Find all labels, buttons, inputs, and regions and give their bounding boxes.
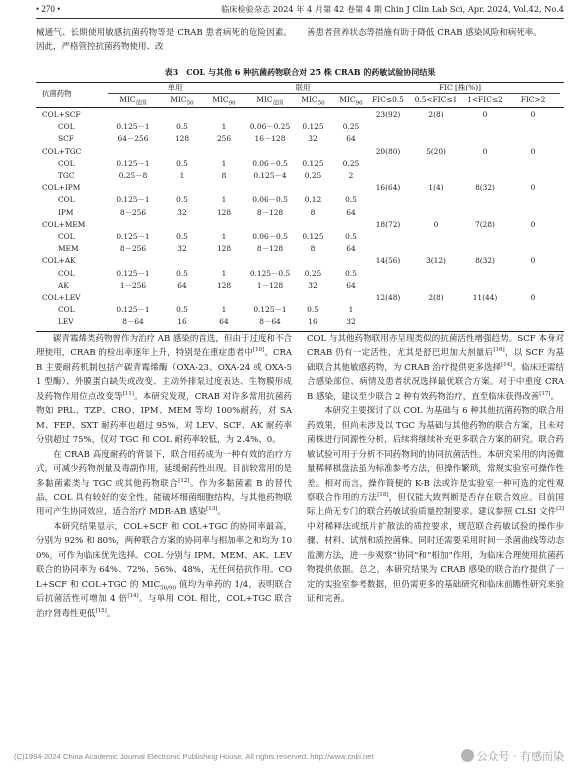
combo-mic-value: 32 xyxy=(346,317,356,327)
combo-mic-value: 8 xyxy=(310,207,316,217)
combo-mic-value: 64 xyxy=(346,134,356,144)
top-right-text: 善患者营养状态等措施有助于降低 CRAB 感染风险和病死率。 xyxy=(307,28,542,38)
ref-11: [11] xyxy=(122,390,134,397)
combo-mic-value: 0.125－1 xyxy=(253,305,287,315)
table-caption: 表3 COL 与其他 6 种抗菌药物联合对 25 株 CRAB 的药敏试验协同结果 xyxy=(164,67,436,77)
group-label: COL+SCF xyxy=(42,110,81,119)
single-mic-value: 8 xyxy=(221,171,227,180)
single-mic-value: 8－256 xyxy=(119,207,147,217)
single-mic-value: 0.125－1 xyxy=(116,158,150,168)
ref-13: [13] xyxy=(206,506,218,513)
single-mic-value: 1 xyxy=(221,232,227,241)
combo-mic-value: 0.06－0.25 xyxy=(249,122,291,132)
header-mic-range: $MIC_{范围}$ xyxy=(119,95,147,107)
combo-mic-value: 0.125－4 xyxy=(253,171,287,180)
combo-mic-value: 8 xyxy=(310,244,316,254)
header-fic: FIC [株(%)] xyxy=(439,83,481,92)
fic-value: 0 xyxy=(530,256,536,266)
header-drug: 抗菌药物 xyxy=(42,89,72,98)
ref-17: [17] xyxy=(539,390,551,397)
watermark: 公众号 · 有感而染 xyxy=(461,748,565,764)
combo-mic-value: 16－128 xyxy=(254,134,286,144)
single-mic-value: 0.5 xyxy=(176,305,188,315)
combo-mic-value: 0.25 xyxy=(304,268,322,278)
combo-mic-value: 0.06－0.5 xyxy=(252,195,288,205)
header-combo-mic90: $MIC_{90}$ xyxy=(339,95,363,107)
combo-mic-value: 0.125 xyxy=(302,122,324,132)
combo-mic-value: 32 xyxy=(308,134,318,144)
single-mic-value: 64－256 xyxy=(117,134,149,144)
single-mic-value: 0.25－8 xyxy=(118,171,148,180)
fic-value: 0 xyxy=(530,183,536,193)
header-fic-2: 0.5<FIC≤1 xyxy=(414,95,458,104)
drug-name: SCF xyxy=(58,134,74,144)
fic-value: 0 xyxy=(482,110,488,119)
combo-mic-value: 1－128 xyxy=(256,280,284,290)
combo-mic-value: 64 xyxy=(346,244,356,254)
fic-value: 23(92) xyxy=(375,110,401,119)
single-mic-value: 32 xyxy=(177,244,187,254)
drug-name: COL xyxy=(58,158,75,168)
combo-mic-value: 8－64 xyxy=(259,317,281,327)
single-mic-value: 128 xyxy=(174,134,190,144)
single-mic-value: 0.5 xyxy=(176,232,188,241)
fic-value: 0 xyxy=(530,293,536,302)
ref-16: [16] xyxy=(493,347,505,354)
single-mic-value: 1 xyxy=(221,305,227,315)
fic-value: 3(12) xyxy=(426,256,446,266)
fic-value: 8(32) xyxy=(475,256,495,266)
single-mic-value: 1－256 xyxy=(119,280,147,290)
single-mic-value: 1 xyxy=(179,171,185,180)
combo-mic-value: 64 xyxy=(346,207,356,217)
single-mic-value: 64 xyxy=(177,280,187,290)
fic-value: 20(80) xyxy=(375,146,401,156)
single-mic-value: 8－64 xyxy=(122,317,144,327)
combo-mic-value: 0.25 xyxy=(342,158,360,168)
wechat-icon xyxy=(461,749,474,762)
header-mic50: $MIC_{50}$ xyxy=(170,95,194,107)
header-fic-3: 1<FIC≤2 xyxy=(467,95,503,104)
fic-value: 2(8) xyxy=(428,293,444,302)
drug-name: TGC xyxy=(58,171,75,180)
combo-mic-value: 8－128 xyxy=(256,244,284,254)
combo-mic-value: 64 xyxy=(346,280,356,290)
group-label: COL+AK xyxy=(42,256,76,266)
single-mic-value: 1 xyxy=(221,122,227,132)
single-mic-value: 128 xyxy=(216,207,232,217)
header-combo-mic-range: $MIC_{范围}$ xyxy=(256,95,284,107)
drug-name: MEM xyxy=(58,244,79,254)
fic-value: 1(4) xyxy=(428,183,444,193)
single-mic-value: 0.5 xyxy=(176,122,188,132)
fic-value: 7(28) xyxy=(475,219,495,229)
header-mic90: $MIC_{90}$ xyxy=(212,95,236,107)
single-mic-value: 1 xyxy=(221,158,227,168)
fic-value: 16(64) xyxy=(375,183,401,193)
header-combo-mic50: $MIC_{50}$ xyxy=(301,95,325,107)
single-mic-value: 128 xyxy=(216,244,232,254)
single-mic-value: 0.125－1 xyxy=(116,232,150,241)
combo-mic-value: 16 xyxy=(308,317,318,327)
top-left-text: 械通气、长期使用敏感抗菌药物等是 CRAB 患者病死的危险因素。因此，严格管控抗菌药物使用、改 xyxy=(36,28,292,53)
combo-mic-value: 0.12 xyxy=(304,195,322,205)
fic-value: 0 xyxy=(433,219,439,229)
left-paragraph-3: 本研究结果显示，COL+SCF 和 COL+TGC 的协同率最高，分别为 92% 和 80%，两种联合方案的协同率与相加率之和均为 100%，可作为临床优先选择。COL 分别与 IPM、MEM、AK、LEV 联合的协同率为 64%、72%、56%、48%，无任何拮抗作用。COL+SCF 和 COL+TGC 的 $MIC_{50/90}$ 值均为单药的 1/4，表明联合后抗菌活性可增加 4 倍[14]。与单用 COL 相比，COL+TGC 联合治疗肾毒性更低[15]。 xyxy=(36,521,292,619)
drug-name: COL xyxy=(58,305,75,315)
combo-mic-value: 0.25 xyxy=(342,122,360,132)
single-mic-value: 128 xyxy=(216,280,232,290)
left-paragraph-1: 碳青霉烯类药物曾作为治疗 AB 感染的首选，但由于过度和不合理使用，CRAB 的检出率逐年上升，特别是在重症患者中[10]。CRAB 主要耐药机制包括产碳青霉烯酶（OXA-23、OXA-24 或 OXA-51 型酶）、外膜蛋白缺失或改变、主动外排泵过度表达、生物膜形成及药物作用位点改变等[11]。本研究发现，CRAB 对许多常用抗菌药物如 PRL、TZP、CRO、IPM、MEM 等均 100%耐药，对 SAM、FEP、SXT 耐药率也超过 95%，对 LEV、SCF、AK 耐药率分别超过 75%，仅对 TGC 和 COL 耐药率较低，为 2.4%、0。 xyxy=(36,334,292,446)
group-label: COL+IPM xyxy=(42,183,81,193)
drug-name: LEV xyxy=(58,317,74,327)
combo-mic-value: 8－128 xyxy=(256,207,284,217)
ref-14b: [14] xyxy=(501,362,513,369)
combo-mic-value: 0.06－0.5 xyxy=(252,158,288,168)
fic-value: 5(20) xyxy=(426,146,446,156)
drug-name: COL xyxy=(58,195,75,205)
combo-mic-value: 0.25 xyxy=(304,171,322,180)
single-mic-value: 64 xyxy=(219,317,229,327)
group-label: COL+MEM xyxy=(42,219,86,229)
drug-name: IPM xyxy=(58,207,74,217)
fic-value: 12(48) xyxy=(375,293,401,302)
header-fic-4: FIC>2 xyxy=(520,95,546,104)
combo-mic-value: 0.5 xyxy=(345,268,357,278)
journal-citation: 临床检验杂志 2024 年 4 月第 42 卷第 4 期 Chin J Clin Lab Sci, Apr. 2024, Vol.42, No.4 xyxy=(221,4,564,14)
left-paragraph-2: 在 CRAB 高度耐药的背景下，联合用药成为一种有效的治疗方式，可减少药物剂量及毒副作用，延缓耐药性出现。目前较常用的是多黏菌素类与 TGC 或其他药物联合[12]。作为多黏菌素 B 的替代品，COL 具有较好的安全性，能破坏细菌细胞结构，与其他药物联用可产生协同效应，适合治疗 MDR-AB 感染[13]。 xyxy=(36,449,292,518)
ref-12: [12] xyxy=(178,477,190,484)
ref-10: [10] xyxy=(252,347,265,354)
fic-value: 2(8) xyxy=(428,110,444,119)
ref-18: [18] xyxy=(377,492,389,499)
drug-name: AK xyxy=(58,280,69,290)
single-mic-value: 0.125－1 xyxy=(116,122,150,132)
single-mic-value: 0.125－1 xyxy=(116,305,150,315)
copyright-footer: (C)1994-2024 China Academic Journal Electronic Publishing House. All rights reserved. http://www.cnki.net xyxy=(14,752,374,761)
ref-15: [15] xyxy=(95,607,107,614)
combo-mic-value: 0.5 xyxy=(307,305,319,315)
single-subrule xyxy=(108,93,242,94)
header-single: 单用 xyxy=(167,83,183,92)
header-combo: 联用 xyxy=(295,83,311,92)
fic-value: 0 xyxy=(530,146,536,156)
ref-3: [3] xyxy=(556,506,564,513)
combo-mic-value: 0.125 xyxy=(302,158,324,168)
drug-name: COL xyxy=(58,232,75,241)
combo-mic-value: 1 xyxy=(348,305,354,315)
fic-value: 14(56) xyxy=(375,256,401,266)
drug-name: COL xyxy=(58,268,75,278)
combo-subrule xyxy=(236,93,370,94)
combo-mic-value: 0.06－0.5 xyxy=(252,232,288,241)
header-rule xyxy=(36,18,564,19)
right-paragraph-2: 本研究主要探讨了以 COL 为基础与 6 种其他抗菌药物的联合用药效果，但尚未涉及以 TGC 为基础与其他药物的联合方案，且未对菌株进行同源性分析，后续将继续补充更多联合方案的研究。联合药敏试验可用于分析不同药物间的协同抗菌活性。本研究采用的肉汤微量稀释棋盘法虽为标准参考方法，但操作繁琐，常规实验室可操作性差。相对而言，操作简便的 K-B 法或许是实验室一种可选的定性观察联合作用的方法[18]，但仅能大致判断是否存在联合效应。目前国际上尚无专门的联合药敏试验质量控制要求。建议参照 CLSI 文件[3]中对稀释法或纸片扩散法的质控要求，规范联合药敏试验的操作步骤、材料、试剂和质控菌株。同时还需要采用时间－杀菌曲线等动态监测方法，进一步观察“协同”和“相加”作用，为临床合理使用抗菌药物提供依据。总之，本研究结果为 CRAB 感染的联合治疗提供了一定的实验室参考数据，但仍需更多的基础研究和临床前瞻性研究来验证和完善。 xyxy=(307,406,564,605)
right-paragraph-1: COL 与其他药物联用亦呈现类似的抗菌活性增强趋势。SCF 本身对 CRAB 仍有一定活性，尤其是舒巴坦加大剂量后[16]，以 SCF 为基础联合其他敏感药物，为 CRAB 治疗提供更多选择[14]。临床还需结合感染部位、病情及患者状况选择最优联合方案。对于中重度 CRAB 感染，建议至少联合 2 种有效药物治疗，直至临床获得改善[17]。 xyxy=(307,334,564,402)
fic-value: 0 xyxy=(530,110,536,119)
single-mic-value: 0.5 xyxy=(176,268,188,278)
single-mic-value: 0.125－1 xyxy=(116,268,150,278)
fic-value: 18(72) xyxy=(375,219,401,229)
single-mic-value: 256 xyxy=(216,134,232,144)
single-mic-value: 0.5 xyxy=(176,195,188,205)
page-number: • 270 • xyxy=(36,4,61,14)
header-fic-1: FIC≤0.5 xyxy=(372,95,404,104)
combo-mic-value: 0.125 xyxy=(302,232,324,241)
single-mic-value: 0.125－1 xyxy=(116,195,150,205)
combo-mic-value: 0.125－0.5 xyxy=(249,268,291,278)
fic-value: 8(32) xyxy=(475,183,495,193)
combo-mic-value: 2 xyxy=(348,171,354,180)
drug-name: COL xyxy=(58,122,75,132)
table-header-rule xyxy=(36,107,564,108)
fic-value: 0 xyxy=(530,219,536,229)
single-mic-value: 1 xyxy=(221,268,227,278)
group-label: COL+LEV xyxy=(42,293,81,302)
right-column xyxy=(307,332,564,607)
left-column xyxy=(36,332,292,621)
single-mic-value: 32 xyxy=(177,207,187,217)
group-label: COL+TGC xyxy=(42,146,82,156)
combo-mic-value: 0.5 xyxy=(345,195,357,205)
single-mic-value: 1 xyxy=(221,195,227,205)
running-header xyxy=(36,4,564,18)
fic-value: 0 xyxy=(482,146,488,156)
combo-mic-value: 0.5 xyxy=(345,232,357,241)
single-mic-value: 16 xyxy=(177,317,187,327)
fic-value: 11(44) xyxy=(472,293,498,302)
single-mic-value: 8－256 xyxy=(119,244,147,254)
fic-subrule xyxy=(360,93,560,94)
single-mic-value: 0.5 xyxy=(176,158,188,168)
ref-14: [14] xyxy=(127,593,139,600)
combo-mic-value: 32 xyxy=(308,280,318,290)
